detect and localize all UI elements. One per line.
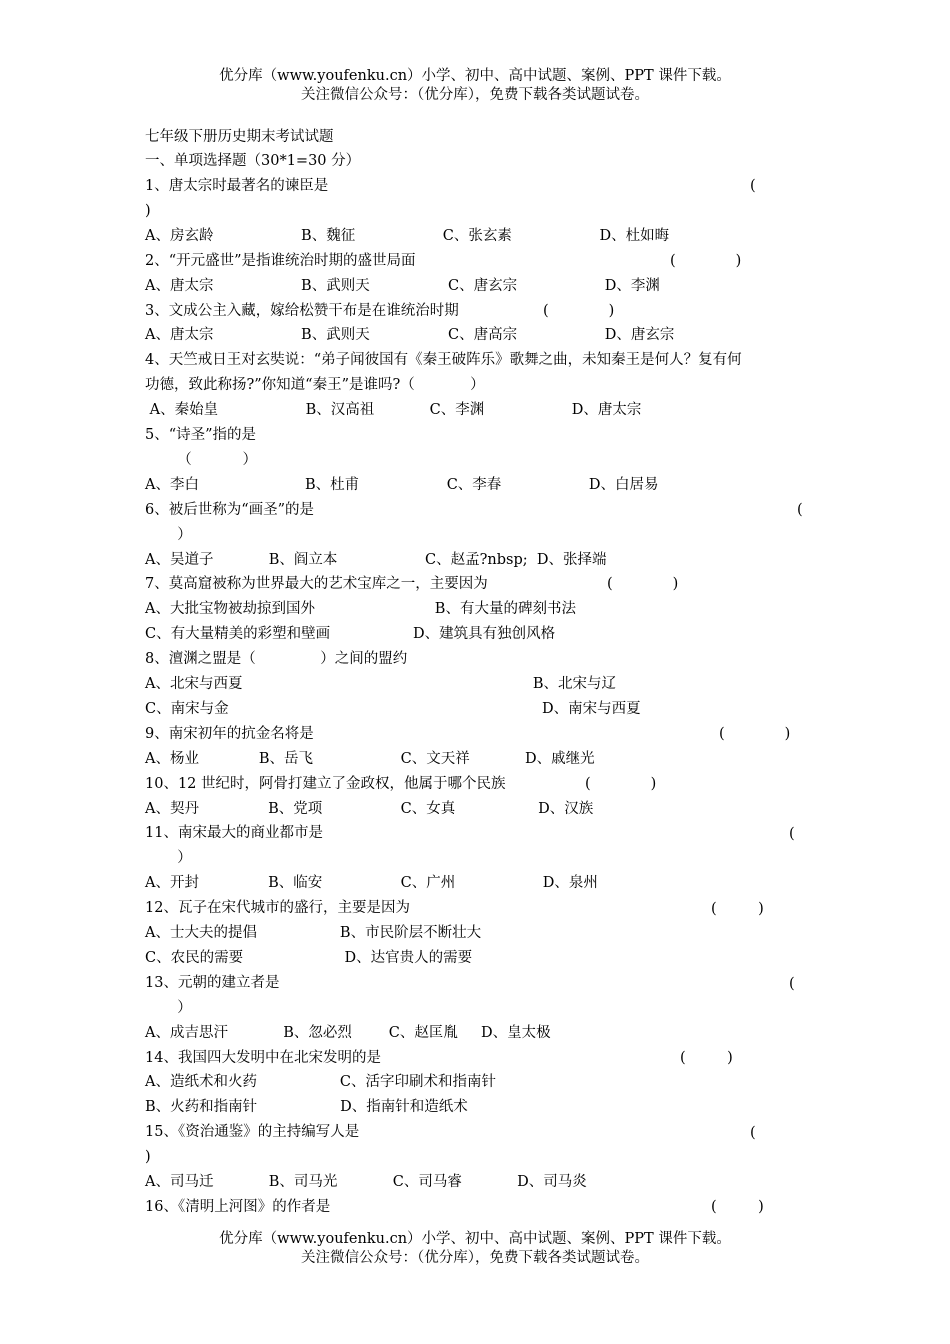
answer-bracket: (: [789, 976, 795, 992]
question-line: 4、天竺戒日王对玄奘说：“弟子闻彼国有《秦王破阵乐》歌舞之曲，未知秦王是何人？复有何: [145, 352, 742, 369]
header-line-1: 优分库（www.youfenku.cn）小学、初中、高中试题、案例、PPT 课件下载。: [219, 68, 731, 84]
answer-bracket: ( ): [680, 1050, 733, 1066]
question-line: C、有大量精美的彩塑和壁画 D、建筑具有独创风格: [145, 626, 556, 643]
question-line: 5、“诗圣”指的是: [145, 427, 257, 443]
answer-bracket: ( ): [711, 901, 764, 917]
question-line: A、秦始皇 B、汉高祖 C、李渊 D、唐太宗: [145, 402, 642, 419]
question-line: 12、瓦子在宋代城市的盛行，主要是因为: [145, 900, 410, 917]
question-line: 16、《清明上河图》的作者是: [145, 1198, 331, 1215]
answer-bracket: (: [797, 502, 803, 518]
answer-bracket: (: [789, 826, 795, 842]
question-line: 8、澶渊之盟是（ ）之间的盟约: [145, 651, 408, 668]
answer-bracket: ( ): [585, 776, 657, 792]
question-line: A、杨业 B、岳飞 C、文天祥 D、戚继光: [145, 750, 595, 767]
answer-bracket: (: [750, 178, 756, 194]
answer-bracket: ( ): [543, 303, 615, 319]
answer-bracket: ( ): [711, 1199, 764, 1215]
header-line-2: 关注微信公众号：（优分库），免费下载各类试题试卷。: [301, 87, 649, 103]
footer-line-1: 优分库（www.youfenku.cn）小学、初中、高中试题、案例、PPT 课件下载。: [219, 1231, 731, 1247]
question-line: （ ）: [145, 451, 257, 468]
question-line: A、唐太宗 B、武则天 C、唐玄宗 D、李渊: [145, 277, 660, 294]
question-line: 2、“开元盛世”是指谁统治时期的盛世局面: [145, 252, 416, 269]
answer-bracket: ( ): [670, 253, 742, 269]
question-line: A、北宋与西夏 B、北宋与辽: [145, 676, 617, 692]
question-line: A、造纸术和火药 C、活字印刷术和指南针: [145, 1074, 497, 1091]
question-line: 7、莫高窟被称为世界最大的艺术宝库之一，主要因为: [145, 576, 488, 593]
question-line: A、大批宝物被劫掠到国外 B、有大量的碑刻书法: [145, 601, 576, 618]
question-line: ）: [145, 526, 192, 543]
question-line: B、火药和指南针 D、指南针和造纸术: [145, 1099, 468, 1116]
doc-title: 七年级下册历史期末考试试题: [145, 129, 334, 145]
answer-bracket: ( ): [607, 576, 679, 592]
question-line: A、成吉思汗 B、忽必烈 C、赵匡胤 D、皇太极: [145, 1024, 551, 1041]
question-line: 10、12 世纪时，阿骨打建立了金政权，他属于哪个民族: [145, 775, 506, 792]
question-line: C、农民的需要 D、达官贵人的需要: [145, 949, 473, 966]
question-line: A、契丹 B、党项 C、女真 D、汉族: [145, 800, 594, 817]
question-line: 1、唐太宗时最著名的谏臣是: [145, 178, 329, 194]
answer-bracket: (: [750, 1125, 756, 1141]
question-line: 14、我国四大发明中在北宋发明的是: [145, 1049, 381, 1066]
question-line: 9、南宋初年的抗金名将是: [145, 725, 314, 742]
question-line: ): [145, 202, 151, 219]
question-line: 6、被后世称为“画圣”的是: [145, 501, 315, 518]
question-line: 功德，致此称扬?”你知道“秦王”是谁吗?（ ）: [145, 377, 485, 394]
question-line: 13、元朝的建立者是: [145, 974, 280, 991]
question-line: A、李白 B、杜甫 C、李春 D、白居易: [145, 476, 659, 493]
question-line: A、房玄龄 B、魏征 C、张玄素 D、杜如晦: [145, 227, 670, 244]
question-line: ）: [145, 850, 192, 867]
question-line: 15、《资治通鉴》的主持编写人是: [145, 1124, 360, 1141]
footer-line-2: 关注微信公众号：（优分库），免费下载各类试题试卷。: [301, 1250, 649, 1266]
answer-bracket: ( ): [719, 726, 791, 742]
question-line: A、唐太宗 B、武则天 C、唐高宗 D、唐玄宗: [145, 327, 675, 344]
question-line: 3、文成公主入藏，嫁给松赞干布是在谁统治时期: [145, 302, 459, 319]
question-line: ）: [145, 999, 192, 1016]
question-line: A、士大夫的提倡 B、市民阶层不断壮大: [145, 925, 482, 941]
question-line: A、吴道子 B、阎立本 C、赵孟?nbsp; D、张择端: [145, 551, 607, 568]
question-line: A、开封 B、临安 C、广州 D、泉州: [145, 875, 598, 892]
question-line: 11、南宋最大的商业都市是: [145, 825, 323, 842]
section-heading: 一、单项选择题（30*1=30 分）: [145, 153, 361, 169]
question-line: C、南宋与金 D、南宋与西夏: [145, 700, 641, 717]
question-line: A、司马迁 B、司马光 C、司马睿 D、司马炎: [145, 1174, 587, 1190]
question-line: ): [145, 1149, 151, 1166]
